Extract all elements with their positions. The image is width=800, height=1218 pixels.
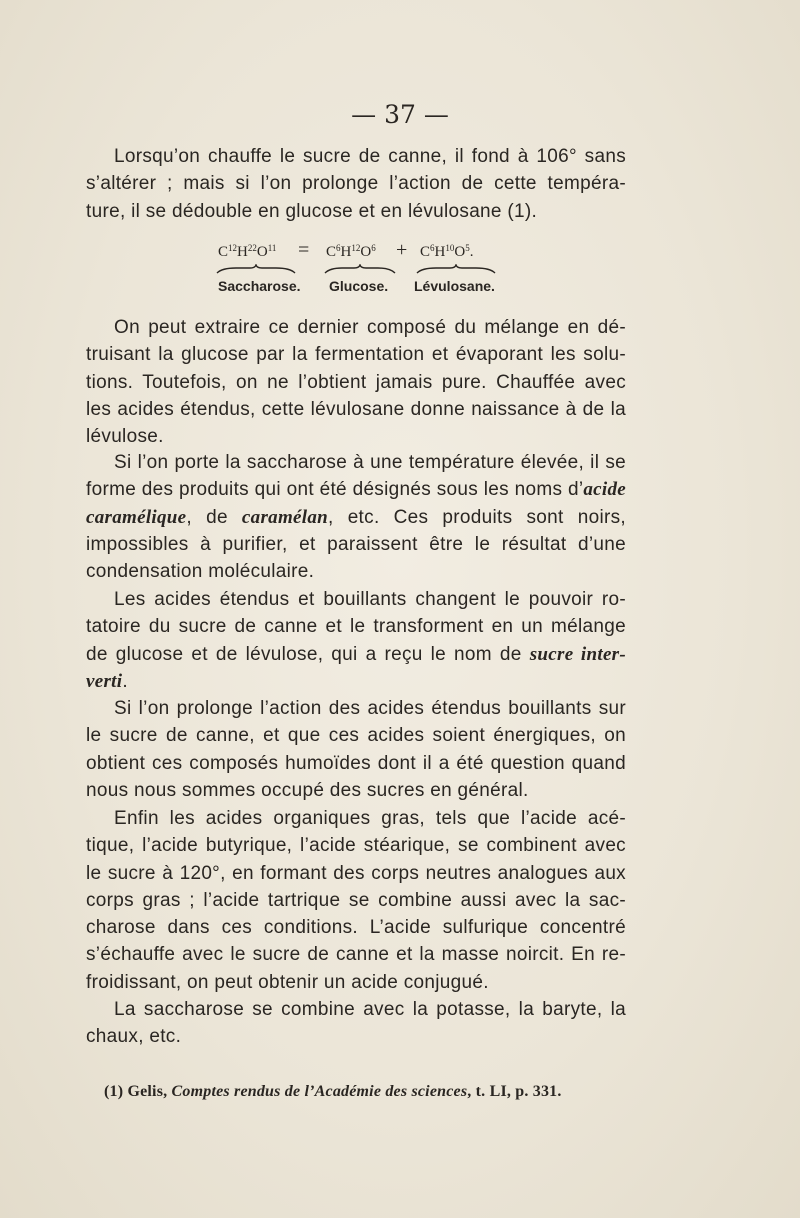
- text-line: Lorsqu’on chauffe le sucre de canne, il fond à 106° sans: [114, 146, 626, 167]
- brace-icon: [216, 264, 296, 274]
- text-line: le sucre de canne, et que ces acides soient énergiques, on: [86, 725, 626, 747]
- text-line: condensation moléculaire.: [86, 561, 315, 583]
- text-line: forme des produits qui ont été désignés sous les noms d’acide: [86, 479, 626, 501]
- text-line: On peut extraire ce dernier composé du mélange en dé-: [114, 317, 626, 338]
- text-line: Si l’on prolonge l’action des acides étendus bouillants sur: [114, 698, 626, 719]
- formula-saccharose: $C^{12}H^{22}O^{11}$: [218, 243, 277, 260]
- text-line: s’échauffe avec le sucre de canne et la masse noircit. En re-: [86, 944, 626, 966]
- paragraph-7: [86, 996, 626, 1051]
- page-number: — 37 —: [351, 100, 449, 129]
- paragraph-3: [86, 449, 626, 585]
- text-line: nous nous sommes occupé des sucres en général.: [86, 779, 529, 801]
- text-line: froidissant, on peut obtenir un acide conjugué.: [86, 971, 489, 993]
- text-line: Si l’on porte la saccharose à une température élevée, il se: [114, 452, 626, 473]
- formula-levulosane: $C^6H^{10}O^5$.: [420, 243, 474, 260]
- text-line: obtient ces composés humoïdes dont il a été question quand: [86, 752, 626, 774]
- brace-icon: [416, 264, 496, 274]
- text-line: de glucose et de lévulose, qui a reçu le nom de sucre inter-: [86, 643, 626, 665]
- text-line: tatoire du sucre de canne et le transforment en un mélange: [86, 616, 626, 638]
- equals-sign: =: [298, 239, 310, 261]
- text-line: caramélique, de caramélan, etc. Ces produits sont noirs,: [86, 506, 626, 528]
- label-saccharose: Saccharose.: [218, 278, 301, 294]
- text-line: verti.: [86, 670, 128, 692]
- paragraph-2: [86, 314, 626, 450]
- text-line: les acides étendus, cette lévulosane donne naissance à de la: [86, 398, 626, 420]
- text-line: Les acides étendus et bouillants changent le pouvoir ro-: [114, 589, 626, 610]
- text-line: chaux, etc.: [86, 1026, 182, 1048]
- text-line: tions. Toutefois, on ne l’obtient jamais pure. Chauffée avec: [86, 371, 626, 393]
- footnote: (1) Gelis, Comptes rendus de l’Académie des sciences, t. LI, p. 331.: [104, 1083, 562, 1100]
- formula-glucose: $C^6H^{12}O^6$: [326, 243, 376, 260]
- text-line: La saccharose se combine avec la potasse, la baryte, la: [114, 999, 626, 1020]
- brace-icon: [324, 264, 396, 274]
- label-levulosane: Lévulosane.: [414, 278, 495, 294]
- text-line: corps gras ; l’acide tartrique se combine aussi avec la sac-: [86, 889, 626, 911]
- text-line: s’altérer ; mais si l’on prolonge l’action de cette tempéra-: [86, 173, 626, 195]
- text-line: lévulose.: [86, 426, 164, 448]
- chemical-equation: [200, 239, 510, 301]
- text-line: ture, il se dédouble en glucose et en lévulosane (1).: [86, 200, 538, 222]
- text-line: impossibles à purifier, et paraissent être le résultat d’une: [86, 533, 626, 555]
- text-line: tique, l’acide butyrique, l’acide stéarique, se combinent avec: [86, 835, 626, 857]
- paragraph-1: [86, 143, 626, 225]
- paragraph-6: [86, 805, 626, 996]
- label-glucose: Glucose.: [329, 278, 389, 294]
- plus-sign: +: [396, 239, 408, 261]
- text-line: truisant la glucose par la fermentation et évaporant les solu-: [86, 344, 626, 366]
- text-line: charose dans ces conditions. L’acide sulfurique concentré: [86, 917, 626, 939]
- paragraph-4: [86, 586, 626, 695]
- text-line: le sucre à 120°, en formant des corps neutres analogues aux: [86, 862, 626, 884]
- text-line: Enfin les acides organiques gras, tels que l’acide acé-: [114, 808, 626, 829]
- paragraph-5: [86, 695, 626, 804]
